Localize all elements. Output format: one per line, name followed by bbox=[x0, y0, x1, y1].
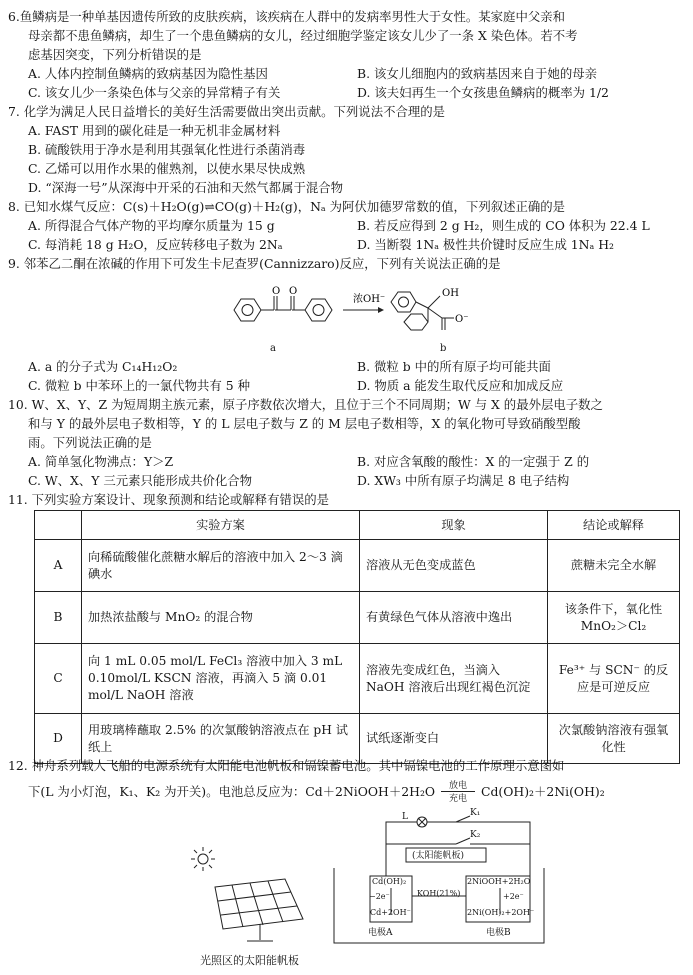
carboxylate-o-minus-label: O⁻ bbox=[455, 314, 469, 325]
q8-option-b[interactable]: B. 若反应得到 2 g H₂，则生成的 CO 体积为 22.4 L bbox=[357, 218, 650, 233]
row-plan: 向稀硫酸催化蔗糖水解后的溶液中加入 2～3 滴碘水 bbox=[82, 540, 360, 592]
q6-option-a[interactable]: A. 人体内控制鱼鳞病的致病基因为隐性基因 bbox=[28, 66, 268, 81]
compound-a-structure bbox=[234, 296, 332, 321]
q9-option-a[interactable]: A. a 的分子式为 C₁₄H₁₂O₂ bbox=[28, 359, 178, 374]
reaction-arrowhead bbox=[378, 307, 384, 313]
switch-k1-label: K₁ bbox=[470, 808, 481, 818]
header-key bbox=[35, 511, 82, 540]
q10-option-d[interactable]: D. XW₃ 中所有原子均满足 8 电子结构 bbox=[357, 473, 570, 488]
q9-option-d[interactable]: D. 物质 a 能发生取代反应和加成反应 bbox=[357, 378, 564, 393]
q12-stem-line2-end: Cd(OH)₂＋2Ni(OH)₂ bbox=[480, 784, 605, 799]
carbonyl-o-1-label: O bbox=[272, 286, 281, 297]
q7-stem: 7. 化学为满足人民日益增长的美好生活需要做出突出贡献。下列说法不合理的是 bbox=[8, 104, 446, 119]
q12-stem-line2-text: 下(L 为小灯泡，K₁、K₂ 为开关)。电池总反应为：Cd＋2NiOOH＋2H₂O bbox=[28, 784, 436, 799]
charge-label: 充电 bbox=[449, 794, 468, 804]
solar-board-label: (太阳能帆板) bbox=[412, 851, 465, 861]
q7-option-d[interactable]: D. “深海一号”从深海中开采的石油和天然气都属于混合物 bbox=[28, 180, 344, 195]
experiment-table bbox=[34, 510, 680, 764]
row-conclusion: Fe³⁺ 与 SCN⁻ 的反应是可逆反应 bbox=[548, 644, 680, 714]
row-phenomenon: 溶液先变成红色，当滴入 NaOH 溶液后出现红褐色沉淀 bbox=[360, 644, 548, 714]
row-key: D bbox=[35, 714, 82, 764]
reversible-arrow bbox=[441, 781, 475, 804]
cell-a-bottom: Cd+2OH⁻ bbox=[370, 908, 411, 917]
q6-option-b[interactable]: B. 该女儿细胞内的致病基因来自于她的母亲 bbox=[357, 66, 598, 81]
cell-b-bottom: 2Ni(OH)₂+2OH⁻ bbox=[467, 908, 535, 917]
row-phenomenon: 有黄绿色气体从溶液中逸出 bbox=[360, 592, 548, 644]
row-key: C bbox=[35, 644, 82, 714]
hydroxyl-label: OH bbox=[442, 288, 459, 299]
q8-option-a[interactable]: A. 所得混合气体产物的平均摩尔质量为 15 g bbox=[28, 218, 275, 233]
q8-option-c[interactable]: C. 每消耗 18 g H₂O，反应转移电子数为 2Nₐ bbox=[28, 237, 283, 252]
solar-panel-diagram bbox=[185, 845, 320, 950]
q9-option-b[interactable]: B. 微粒 b 中的所有原子均可能共面 bbox=[357, 359, 551, 374]
q10-stem-line2: 和与 Y 的最外层电子数相等，Y 的 L 层电子数与 Z 的 M 层电子数相等，X 的氧化物可导致硝酸型酸 bbox=[28, 416, 581, 431]
row-plan: 向 1 mL 0.05 mol/L FeCl₃ 溶液中加入 3 mL 0.10mol/L KSCN 溶液，再滴入 5 滴 0.01 mol/L NaOH 溶液 bbox=[82, 644, 360, 714]
q11-stem: 11. 下列实验方案设计、现象预测和结论或解释有错误的是 bbox=[8, 492, 330, 507]
row-plan: 用玻璃棒蘸取 2.5% 的次氯酸钠溶液点在 pH 试纸上 bbox=[82, 714, 360, 764]
lamp-icon bbox=[417, 817, 427, 827]
q12-stem-line1: 12. 神舟系列载人飞船的电源系统有太阳能电池帆板和镉镍蓄电池。其中镉镍电池的工作原理示意图如 bbox=[8, 758, 565, 773]
row-key: A bbox=[35, 540, 82, 592]
table-row bbox=[35, 644, 680, 714]
cell-a-top: Cd(OH)₂ bbox=[372, 877, 407, 886]
electrolyte-label: KOH(21%) bbox=[417, 889, 461, 898]
row-conclusion: 该条件下，氧化性 MnO₂＞Cl₂ bbox=[548, 592, 680, 644]
q6-stem-line2: 母亲都不患鱼鳞病，却生了一个患鱼鳞病的女儿，经过细胞学鉴定该女儿少了一条 X 染色体。若不考 bbox=[28, 28, 578, 43]
table-row bbox=[35, 540, 680, 592]
reaction-scheme-diagram bbox=[228, 282, 528, 334]
q7-option-c[interactable]: C. 乙烯可以用作水果的催熟剂，以使水果尽快成熟 bbox=[28, 161, 306, 176]
row-phenomenon: 溶液从无色变成蓝色 bbox=[360, 540, 548, 592]
q6-option-d[interactable]: D. 该夫妇再生一个女孩患鱼鳞病的概率为 1/2 bbox=[357, 85, 609, 100]
header-phenomenon: 现象 bbox=[360, 511, 548, 540]
q8-option-d[interactable]: D. 当断裂 1Nₐ 极性共价键时反应生成 1Nₐ H₂ bbox=[357, 237, 614, 252]
row-conclusion: 次氯酸钠溶液有强氧化性 bbox=[548, 714, 680, 764]
sun-icon bbox=[191, 847, 215, 871]
table-row bbox=[35, 592, 680, 644]
q9-option-c[interactable]: C. 微粒 b 中苯环上的一氯代物共有 5 种 bbox=[28, 378, 250, 393]
q10-option-b[interactable]: B. 对应含氧酸的酸性：X 的一定强于 Z 的 bbox=[357, 454, 590, 469]
q6-option-c[interactable]: C. 该女儿少一条染色体与父亲的异常精子有关 bbox=[28, 85, 281, 100]
lamp-label: L bbox=[402, 812, 408, 822]
q6-stem-line1: 6.鱼鳞病是一种单基因遗传所致的皮肤疾病，该疾病在人群中的发病率男性大于女性。某家庭中父亲和 bbox=[8, 9, 566, 24]
compound-b-label: b bbox=[440, 343, 447, 354]
q10-option-c[interactable]: C. W、X、Y 三元素只能形成共价化合物 bbox=[28, 473, 253, 488]
cell-a-mid: −2e⁻ bbox=[369, 892, 390, 901]
q10-option-a[interactable]: A. 简单氢化物沸点：Y＞Z bbox=[28, 454, 174, 469]
q10-stem-line3: 雨。下列说法正确的是 bbox=[28, 435, 152, 450]
header-plan: 实验方案 bbox=[82, 511, 360, 540]
solar-panel-caption: 光照区的太阳能帆板 bbox=[200, 954, 299, 967]
row-plan: 加热浓盐酸与 MnO₂ 的混合物 bbox=[82, 592, 360, 644]
switch-k2-label: K₂ bbox=[470, 830, 481, 840]
reagent-label: 浓OH⁻ bbox=[353, 294, 386, 305]
row-key: B bbox=[35, 592, 82, 644]
compound-a-label: a bbox=[270, 343, 276, 354]
electrode-b-label: 电极B bbox=[486, 928, 511, 938]
cell-b-top: 2NiOOH+2H₂O bbox=[467, 877, 531, 886]
solar-panel-icon bbox=[215, 879, 303, 941]
q6-stem-line3: 虑基因突变，下列分析错误的是 bbox=[28, 47, 202, 62]
q8-stem: 8. 已知水煤气反应：C(s)＋H₂O(g)⇌CO(g)＋H₂(g)，Nₐ 为阿伏加德罗常数的值，下列叙述正确的是 bbox=[8, 199, 566, 214]
q7-option-b[interactable]: B. 硫酸铁用于净水是利用其强氧化性进行杀菌消毒 bbox=[28, 142, 306, 157]
q12-stem-line2 bbox=[28, 781, 605, 804]
q10-stem-line1: 10. W、X、Y、Z 为短周期主族元素，原子序数依次增大，且位于三个不同周期；W 与 X 的最外层电子数之 bbox=[8, 397, 603, 412]
q9-stem: 9. 邻苯乙二酮在浓碱的作用下可发生卡尼查罗(Cannizzaro)反应，下列有关说法正确的是 bbox=[8, 256, 501, 271]
discharge-label: 放电 bbox=[449, 781, 468, 791]
row-phenomenon: 试纸逐渐变白 bbox=[360, 714, 548, 764]
header-conclusion: 结论或解释 bbox=[548, 511, 680, 540]
carbonyl-o-2-label: O bbox=[289, 286, 298, 297]
row-conclusion: 蔗糖未完全水解 bbox=[548, 540, 680, 592]
cell-b-mid: +2e⁻ bbox=[503, 892, 524, 901]
table-row bbox=[35, 714, 680, 764]
table-header-row bbox=[35, 511, 680, 540]
q7-option-a[interactable]: A. FAST 用到的碳化硅是一种无机非金属材料 bbox=[28, 123, 281, 138]
electrode-a-label: 电极A bbox=[368, 928, 393, 938]
